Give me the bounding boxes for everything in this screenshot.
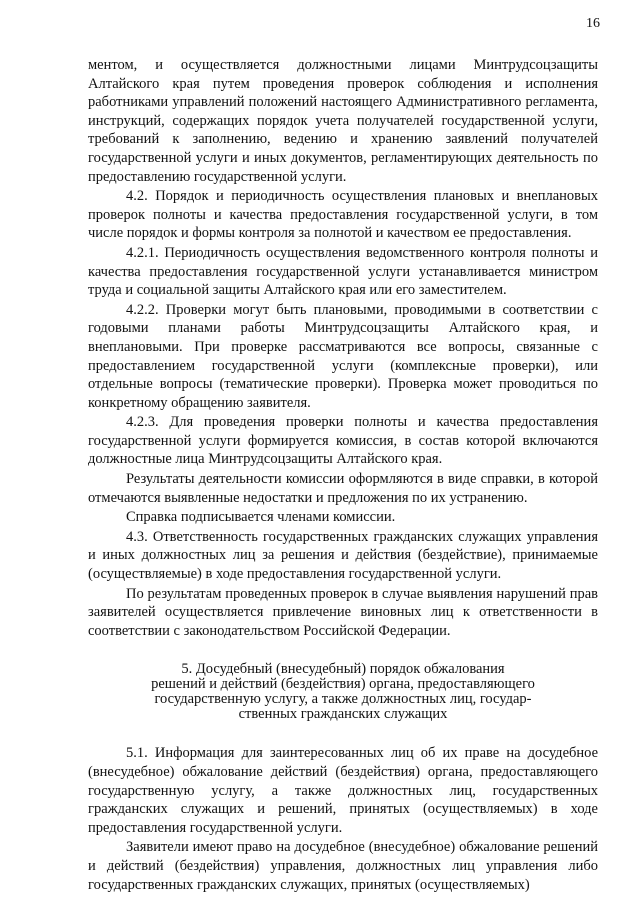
- paragraph: 4.2.2. Проверки могут быть плановыми, проводимыми в соответствии с годовыми планами работы Минтрудсоцзащиты Алтайского края, и внеплановыми. При проверке рассматриваются все вопросы, связанные с предоставлением государственной услуги (комплексные проверки), или отдельные вопросы (тематические проверки). Проверка может проводиться по конкретному обращению заявителя.: [88, 301, 598, 411]
- paragraph: 4.2.1. Периодичность осуществления ведомственного контроля полноты и качества предоставления государственной услуги устанавливается министром труда и социальной защиты Алтайского края или его заместителем.: [88, 244, 598, 299]
- document-body: [88, 56, 598, 895]
- section-heading: [88, 662, 598, 722]
- page-number: 16: [586, 16, 600, 31]
- paragraph: Справка подписывается членами комиссии.: [126, 509, 396, 526]
- paragraph: Результаты деятельности комиссии оформляются в виде справки, в которой отмечаются выявленные недостатки и предложения по их устранению.: [88, 471, 598, 506]
- paragraph: 4.3. Ответственность государственных гражданских служащих управления и иных должностных лиц за решения и действия (бездействие), принимаемые (осуществляемые) в ходе предоставления государственной услуги.: [88, 528, 598, 583]
- paragraph: 4.2. Порядок и периодичность осуществления плановых и внеплановых проверок полноты и качества предоставления государственной услуги, в том числе порядок и формы контроля за полнотой и качеством ее предоставления.: [88, 188, 598, 242]
- section-heading-line: ственных гражданских служащих: [238, 706, 448, 723]
- paragraph: 5.1. Информация для заинтересованных лиц об их праве на досудебное (внесудебное) обжалование действий (бездействия) органа, предоставляющего государственную услугу, а также должностных лиц, государственных гражданских служащих и решений, принятых (осуществляемых) в ходе предоставления государственной услуги.: [88, 745, 598, 836]
- section-heading-line: государственную услугу, а также должностных лиц, государ-: [154, 691, 532, 708]
- paragraph: Заявители имеют право на досудебное (внесудебное) обжалование решений и действий (бездействия) управления, должностных лиц управления либо государственных гражданских служащих, принятых (осуществляемых): [88, 839, 598, 893]
- paragraph: 4.2.3. Для проведения проверки полноты и качества предоставления государственной услуги формируется комиссия, в состав которой включаются должностные лица Минтрудсоцзащиты Алтайского края.: [88, 414, 598, 468]
- paragraph: По результатам проведенных проверок в случае выявления нарушений прав заявителей осуществляется привлечение виновных лиц к ответственности в соответствии с законодательством Российской Федерации.: [88, 585, 598, 639]
- section-heading-line: решений и действий (бездействия) органа, предоставляющего: [151, 676, 535, 693]
- paragraph: ментом, и осуществляется должностными лицами Минтрудсоцзащиты Алтайского края путем проведения проверок соблюдения и исполнения работниками управлений положений настоящего Административного регламента, инструкций, содержащих порядок учета получателей государственной услуги, требований к заполнению, ведению и хранению заявлений получателей государственной услуги и иных документов, регламентирующих деятельность по предоставлению государственной услуги.: [88, 57, 598, 185]
- section-heading-line: 5. Досудебный (внесудебный) порядок обжалования: [181, 661, 505, 678]
